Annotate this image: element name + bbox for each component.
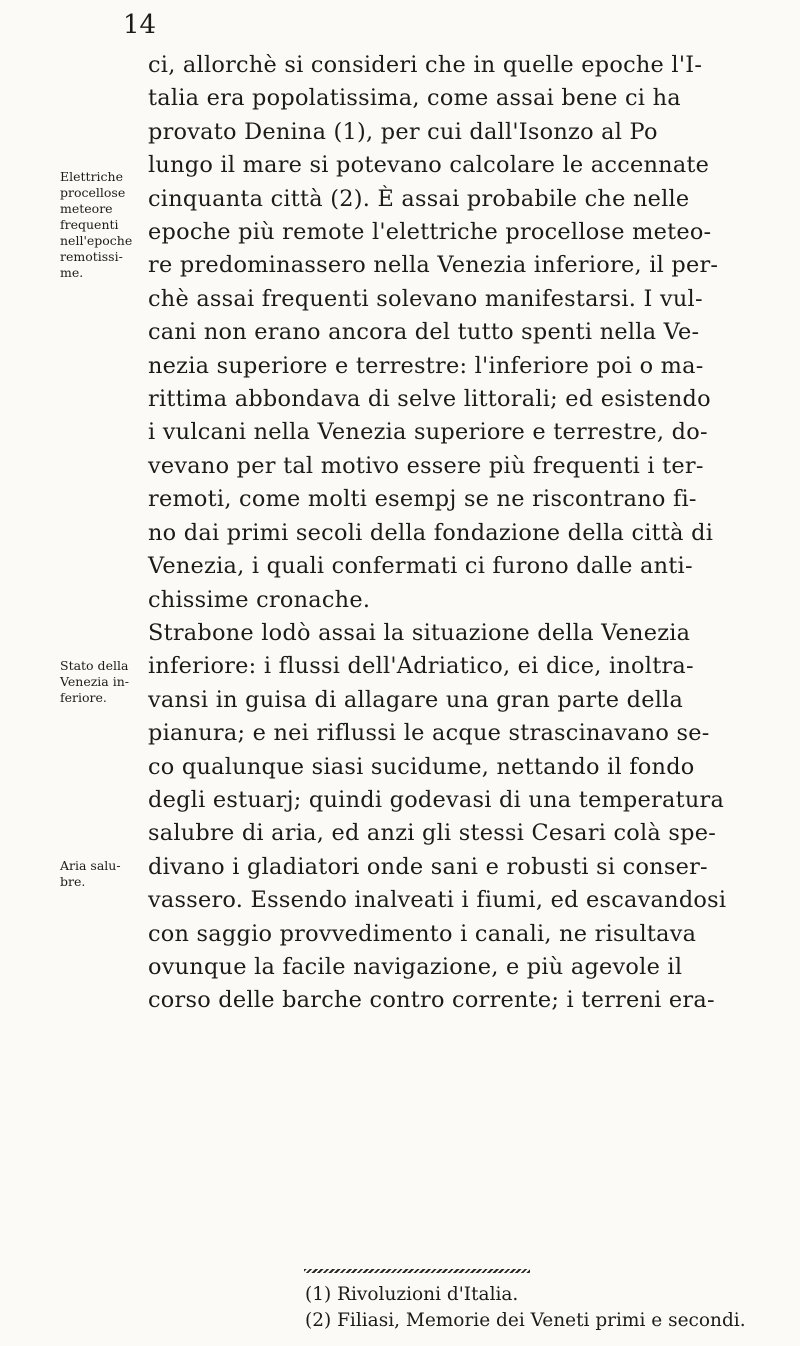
margin-note-line: me.: [60, 265, 84, 280]
text-line: lungo il mare si potevano calcolare le accennate: [148, 152, 710, 179]
text-line: no dai primi secoli della fondazione della città di: [148, 519, 714, 546]
text-line: vassero. Essendo inalveati i fiumi, ed escavandosi: [148, 887, 727, 914]
margin-note-line: Stato della: [60, 658, 129, 673]
margin-note-line: Venezia in-: [60, 674, 130, 689]
margin-note-line: meteore: [60, 201, 113, 216]
text-line: pianura; e nei riflussi le acque strascinavano se-: [148, 720, 710, 747]
footnote: (2) Filiasi, Memorie dei Veneti primi e secondi.: [305, 1310, 746, 1331]
footnote-separator: [304, 1269, 530, 1273]
margin-note-aria: [60, 858, 148, 890]
text-line: chè assai frequenti solevano manifestarsi. I vul-: [148, 285, 703, 312]
margin-note-line: Aria salu-: [60, 858, 121, 873]
text-line: provato Denina (1), per cui dall'Isonzo al Po: [148, 118, 658, 145]
margin-note-line: remotissi-: [60, 249, 123, 264]
text-line: chissime cronache.: [148, 586, 371, 613]
text-line: corso delle barche contro corrente; i terreni era-: [148, 987, 715, 1014]
text-line: epoche più remote l'elettriche procellose meteo-: [148, 219, 712, 246]
margin-note-elettriche: [60, 169, 148, 281]
margin-note-line: feriore.: [60, 690, 107, 705]
text-line: divano i gladiatori onde sani e robusti si conser-: [148, 853, 708, 880]
text-line: i vulcani nella Venezia superiore e terrestre, do-: [148, 419, 708, 446]
text-line: cinquanta città (2). È assai probabile che nelle: [148, 185, 690, 212]
page-number: 14: [123, 10, 157, 40]
margin-note-line: procellose: [60, 185, 126, 200]
text-line: ci, allorchè si consideri che in quelle epoche l'I-: [148, 52, 703, 78]
margin-note-line: bre.: [60, 874, 86, 889]
text-line: degli estuarj; quindi godevasi di una temperatura: [148, 786, 725, 813]
text-line: Venezia, i quali confermati ci furono dalle anti-: [148, 553, 693, 580]
margin-note-line: Elettriche: [60, 169, 123, 184]
text-line: cani non erano ancora del tutto spenti nella Ve-: [148, 319, 700, 346]
text-line: co qualunque siasi sucidume, nettando il fondo: [148, 753, 695, 780]
text-line: remoti, come molti esempj se ne riscontrano fi-: [148, 486, 697, 513]
footnotes: [305, 1282, 746, 1334]
text-line: talia era popolatissima, come assai bene ci ha: [148, 85, 681, 112]
text-line: rittima abbondava di selve littorali; ed esistendo: [148, 386, 711, 413]
body-text: [148, 49, 766, 1018]
margin-note-line: frequenti: [60, 217, 119, 232]
margin-note-line: nell'epoche: [60, 233, 133, 248]
margin-note-stato: [60, 658, 148, 706]
text-line: nezia superiore e terrestre: l'inferiore poi o ma-: [148, 352, 704, 379]
text-line: Strabone lodò assai la situazione della Venezia: [148, 619, 691, 646]
footnote: (1) Rivoluzioni d'Italia.: [305, 1284, 519, 1305]
text-line: vevano per tal motivo essere più frequenti i ter-: [148, 452, 704, 479]
text-line: re predominassero nella Venezia inferiore, il per-: [148, 252, 719, 279]
text-line: ovunque la facile navigazione, e più agevole il: [148, 953, 683, 980]
text-line: salubre di aria, ed anzi gli stessi Cesari colà spe-: [148, 820, 717, 847]
text-line: con saggio provvedimento i canali, ne risultava: [148, 920, 697, 947]
text-line: vansi in guisa di allagare una gran parte della: [148, 686, 684, 713]
text-line: inferiore: i flussi dell'Adriatico, ei dice, inoltra-: [148, 653, 694, 680]
